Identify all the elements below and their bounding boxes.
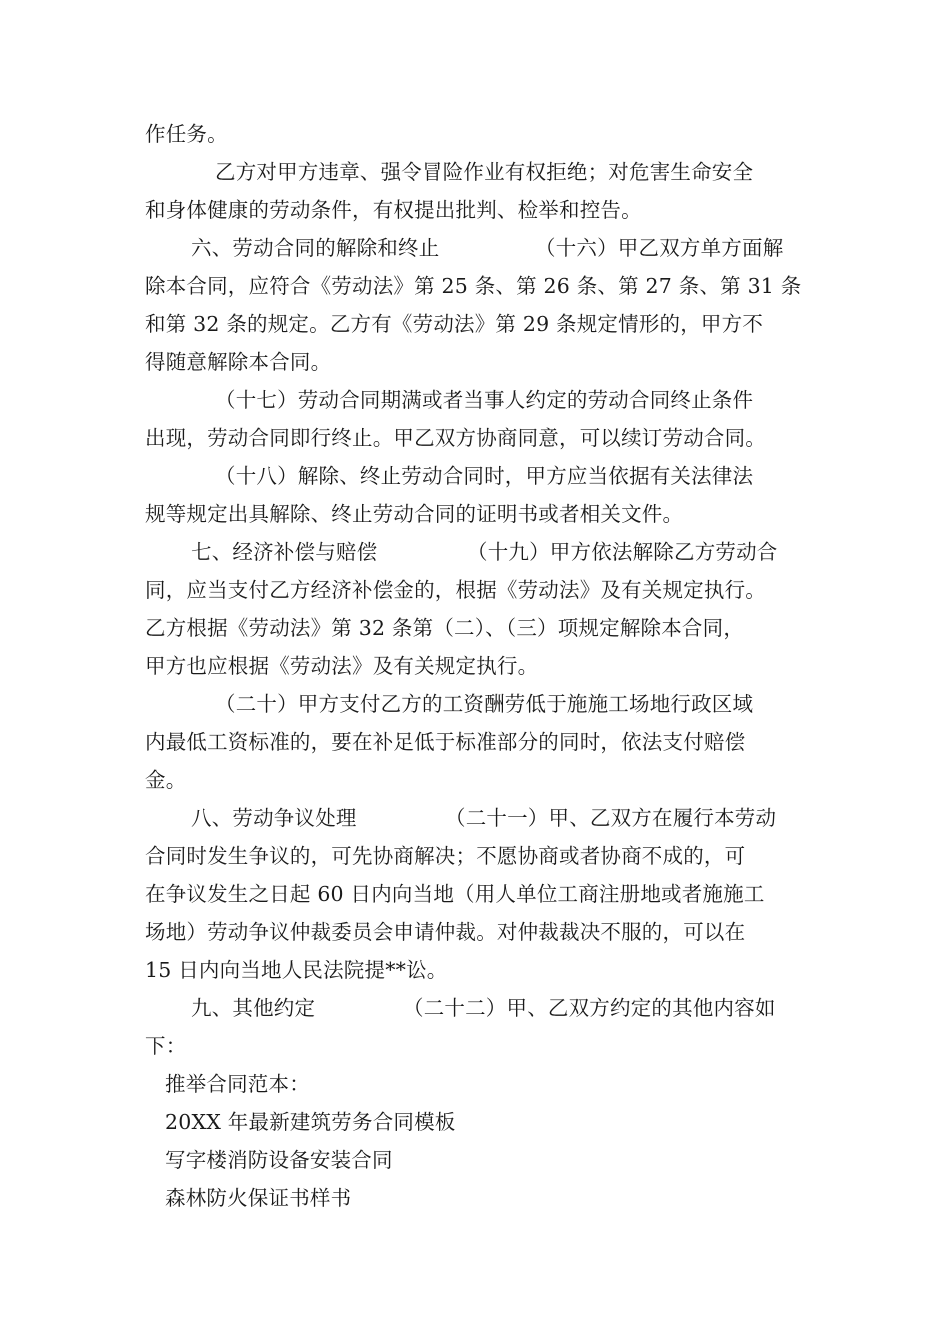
text: 和身体健康的劳动条件，有权提出批判、检举和控告。	[145, 198, 642, 222]
text: 八、劳动争议处理	[191, 806, 357, 830]
text: 九、其他约定	[191, 996, 316, 1020]
text: 甲方也应根据《劳动法》及有关规定执行。	[145, 654, 539, 678]
paragraph-line	[445, 800, 810, 836]
recommend-link[interactable]	[165, 1104, 830, 1140]
text: 写字楼消防设备安装合同	[165, 1148, 393, 1172]
paragraph-line	[145, 762, 810, 798]
text: 和第 32 条的规定。乙方有《劳动法》第 29 条规定情形的，甲方不	[145, 312, 764, 336]
text: （十六）甲乙双方单方面解	[535, 236, 784, 260]
paragraph-line	[145, 116, 810, 152]
paragraph-line	[467, 534, 810, 570]
text: 七、经济补偿与赔偿	[191, 540, 378, 564]
text: 推举合同范本：	[165, 1072, 310, 1096]
text: （十七）劳动合同期满或者当事人约定的劳动合同终止条件	[215, 388, 754, 412]
paragraph-line	[145, 572, 810, 608]
text: 内最低工资标准的，要在补足低于标准部分的同时，依法支付赔偿	[145, 730, 746, 754]
text: 出现，劳动合同即行终止。甲乙双方协商同意，可以续订劳动合同。	[145, 426, 766, 450]
paragraph-line	[145, 268, 810, 304]
paragraph-line	[145, 610, 810, 646]
text: （十八）解除、终止劳动合同时，甲方应当依据有关法律法	[215, 464, 754, 488]
paragraph-line	[145, 914, 810, 950]
paragraph-line	[145, 952, 810, 988]
text: （十九）甲方依法解除乙方劳动合	[467, 540, 778, 564]
paragraph-line	[535, 230, 810, 266]
text: 作任务。	[145, 122, 228, 146]
paragraph-line	[215, 382, 880, 418]
paragraph-line	[145, 192, 810, 228]
text: 金。	[145, 768, 187, 792]
text: 乙方对甲方违章、强令冒险作业有权拒绝；对危害生命安全	[215, 160, 754, 184]
paragraph-line	[145, 838, 810, 874]
text: 乙方根据《劳动法》第 32 条第（二）、（三）项规定解除本合同，	[145, 616, 745, 640]
paragraph-line	[145, 306, 810, 342]
paragraph-line	[215, 154, 810, 190]
text: 15 日内向当地人民法院提**讼。	[145, 958, 448, 982]
paragraph-line	[145, 344, 810, 380]
paragraph-line	[145, 1028, 810, 1064]
text: 合同时发生争议的，可先协商解决；不愿协商或者协商不成的，可	[145, 844, 746, 868]
paragraph-line	[403, 990, 810, 1026]
text: （二十）甲方支付乙方的工资酬劳低于施施工场地行政区域	[215, 692, 754, 716]
text: 规等规定出具解除、终止劳动合同的证明书或者相关文件。	[145, 502, 684, 526]
text: （二十二）甲、乙双方约定的其他内容如	[403, 996, 776, 1020]
text: 在争议发生之日起 60 日内向当地（用人单位工商注册地或者施施工	[145, 882, 765, 906]
text: 场地）劳动争议仲裁委员会申请仲裁。对仲裁裁决不服的，可以在	[145, 920, 746, 944]
text: 得随意解除本合同。	[145, 350, 332, 374]
text: 下：	[145, 1034, 187, 1058]
text: 20XX 年最新建筑劳务合同模板	[165, 1110, 456, 1134]
recommend-link[interactable]	[165, 1142, 830, 1178]
recommend-heading	[165, 1066, 830, 1102]
text: （二十一）甲、乙双方在履行本劳动	[445, 806, 777, 830]
paragraph-line	[145, 648, 810, 684]
paragraph-line	[145, 420, 810, 456]
recommend-link[interactable]	[165, 1180, 830, 1216]
text: 同，应当支付乙方经济补偿金的，根据《劳动法》及有关规定执行。	[145, 578, 766, 602]
paragraph-line	[145, 876, 810, 912]
paragraph-line	[215, 686, 880, 722]
paragraph-line	[145, 724, 810, 760]
text: 除本合同，应符合《劳动法》第 25 条、第 26 条、第 27 条、第 31 条	[145, 274, 802, 298]
text: 森林防火保证书样书	[165, 1186, 352, 1210]
paragraph-line	[145, 496, 810, 532]
paragraph-line	[215, 458, 880, 494]
text: 六、劳动合同的解除和终止	[191, 236, 440, 260]
